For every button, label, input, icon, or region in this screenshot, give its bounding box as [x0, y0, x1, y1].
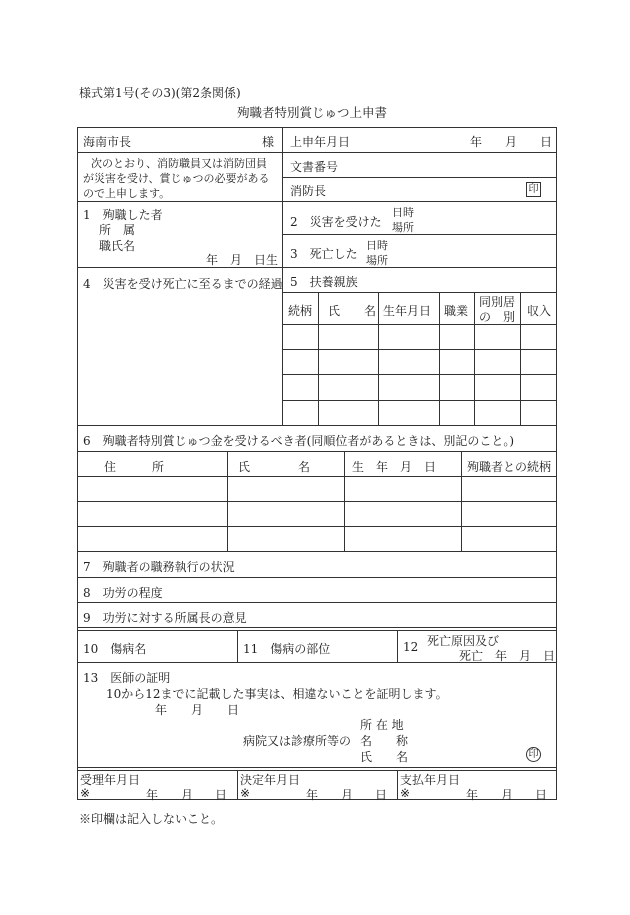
s6-col-name: 氏 名: [238, 460, 311, 474]
doc-number-label: 文書番号: [290, 160, 339, 174]
honorific: 様: [262, 135, 275, 149]
paid-date-label: 支払年月日: [400, 773, 461, 787]
intro-line-1: 次のとおり、消防職員又は消防団員: [91, 157, 267, 170]
s5-col-relation: 続柄: [288, 304, 313, 318]
section3-label: 3 死亡した: [290, 247, 358, 261]
paid-day: 日: [535, 788, 548, 802]
section12-num: 12: [403, 640, 419, 654]
section10-label: 10 傷病名: [83, 642, 147, 656]
section9-label: 9 功労に対する所属長の意見: [83, 611, 247, 625]
section6-label: 6 殉職者特別賞じゅつ金を受けるべき者(同順位者があるときは、別記のこと。): [83, 434, 515, 448]
section1-name: 職氏名: [99, 239, 136, 253]
received-month: 月: [181, 788, 194, 802]
form-title: 殉職者特別賞じゅつ上申書: [237, 105, 388, 120]
section13-statement: 10から12までに記載した事実は、相違ないことを証明します。: [106, 687, 448, 701]
section13-label: 13 医師の証明: [83, 671, 171, 685]
section4-label: 4 災害を受け死亡に至るまでの経過: [83, 277, 283, 291]
received-date-label: 受理年月日: [80, 773, 141, 787]
paid-year: 年: [466, 788, 479, 802]
s5-col-income: 収入: [527, 304, 552, 318]
section13-fac-name: 名 称: [360, 734, 409, 748]
chief-seal-icon: 印: [526, 182, 541, 197]
section13-date: 年 月 日: [155, 703, 240, 717]
received-mark: ※: [80, 786, 91, 800]
received-year: 年: [146, 788, 159, 802]
section5-label: 5 扶養親族: [290, 275, 358, 289]
section7-label: 7 殉職者の職務執行の状況: [83, 560, 235, 574]
section13-address: 所 在 地: [360, 718, 404, 732]
section11-label: 11 傷病の部位: [243, 642, 331, 656]
section12-line2: 死亡 年 月 日: [459, 649, 556, 663]
form-number: 様式第1号(その3)(第2条関係): [79, 86, 241, 100]
section2-place: 場所: [392, 221, 414, 234]
report-date-label: 上申年月日: [290, 135, 351, 149]
decided-year: 年: [306, 788, 319, 802]
s6-col-address: 住 所: [104, 460, 165, 474]
report-day: 日: [540, 135, 553, 149]
s5-col-name: 氏 名: [328, 304, 377, 318]
s5-col-birthdate: 生年月日: [383, 304, 432, 318]
decided-day: 日: [375, 788, 388, 802]
s6-col-relation: 殉職者との続柄: [467, 460, 552, 474]
decided-mark: ※: [240, 786, 251, 800]
report-year: 年: [470, 135, 483, 149]
section12-line1: 死亡原因及び: [427, 634, 500, 648]
section13-facility-label: 病院又は診療所等の: [243, 734, 352, 748]
decided-date-label: 決定年月日: [240, 773, 301, 787]
paid-mark: ※: [400, 786, 411, 800]
addressee: 海南市長: [83, 135, 132, 149]
decided-month: 月: [341, 788, 354, 802]
paid-month: 月: [501, 788, 514, 802]
section1-label: 1 殉職した者: [83, 208, 163, 222]
section3-place: 場所: [366, 254, 388, 267]
section2-datetime: 日時: [392, 206, 414, 219]
report-month: 月: [505, 135, 518, 149]
section13-person-name: 氏 名: [360, 750, 409, 764]
section3-datetime: 日時: [366, 239, 388, 252]
s6-col-birthdate: 生 年 月 日: [352, 460, 437, 474]
section2-label: 2 災害を受けた: [290, 215, 382, 229]
s5-col-occupation: 職業: [444, 304, 469, 318]
section1-dept: 所 属: [99, 223, 136, 237]
footer-note: ※印欄は記入しないこと。: [79, 812, 224, 826]
s5-col-cohabit-1: 同別居: [479, 295, 516, 309]
received-day: 日: [215, 788, 228, 802]
intro-line-2: が災害を受け、賞じゅつの必要がある: [83, 172, 270, 185]
section8-label: 8 功労の程度: [83, 586, 163, 600]
intro-line-3: ので上申します。: [83, 187, 171, 200]
doctor-seal-icon: 印: [526, 747, 541, 762]
chief-label: 消防長: [290, 184, 327, 198]
s5-col-cohabit-2: の 別: [479, 310, 516, 324]
section1-birth: 年 月 日生: [206, 253, 279, 267]
